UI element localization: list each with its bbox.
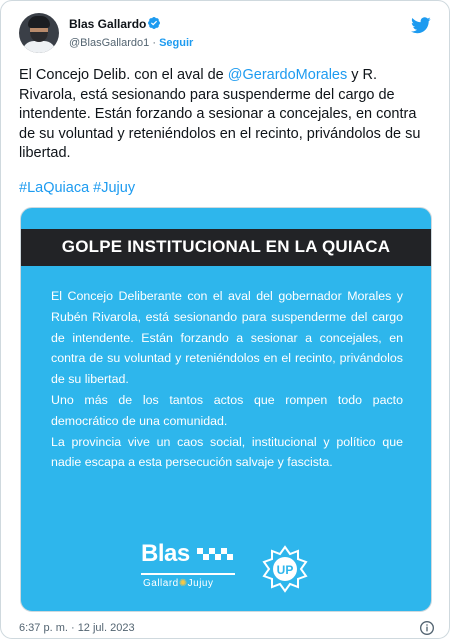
- sun-icon: ✺: [178, 578, 188, 589]
- handle-row: [69, 37, 193, 49]
- author-handle[interactable]: @BlasGallardo1: [69, 37, 150, 49]
- up-badge-icon: [260, 545, 310, 595]
- statement-paragraph: Uno más de los tantos actos que rompen todo pacto democrático de una comunidad.: [51, 392, 403, 428]
- image-banner: [21, 229, 431, 266]
- tweet-text-part: y R. Rivarola, está sesionando para suspenderme del cargo de intendente. Están forzando a sesionar a concejales, en contra de su voluntad y reteniéndolos en el recinto, privándolos de su libertad.: [19, 67, 421, 161]
- logo-subtitle: [143, 578, 214, 589]
- avatar[interactable]: [19, 13, 59, 53]
- author-name[interactable]: Blas Gallardo: [69, 17, 147, 31]
- logo-underline: [141, 573, 235, 575]
- mention-link[interactable]: @GerardoMorales: [227, 67, 348, 83]
- image-title: GOLPE INSTITUCIONAL EN LA QUIACA: [61, 237, 391, 256]
- image-statement: [51, 286, 403, 473]
- tweet-text: [19, 66, 429, 164]
- tweet-header: [19, 13, 435, 57]
- tweet-timestamp[interactable]: 6:37 p. m. · 12 jul. 2023: [19, 622, 135, 634]
- tweet-text-part: El Concejo Delib. con el aval de: [19, 67, 228, 83]
- follow-button[interactable]: Seguir: [159, 37, 194, 49]
- logo-sub-part: Jujuy: [187, 578, 214, 589]
- blas-logo: [141, 540, 237, 596]
- tweet-image[interactable]: [20, 207, 432, 612]
- logo-sub-part: Gallard: [143, 578, 179, 589]
- up-badge-text: UP: [276, 563, 294, 577]
- checker-flag-icon: [197, 548, 235, 562]
- hashtag-link[interactable]: #LaQuiaca: [19, 180, 90, 196]
- twitter-bird-icon[interactable]: [411, 15, 431, 35]
- hashtag-link[interactable]: #Jujuy: [93, 180, 136, 196]
- statement-paragraph: El Concejo Deliberante con el aval del gobernador Morales y Rubén Rivarola, está sesionando para suspenderme del cargo de intendente. Están forzando a sesionar a concejales, en contra de su voluntad y reteniéndolos en el recinto, privándolos de su libertad.: [51, 289, 403, 387]
- statement-paragraph: La provincia vive un caos social, institucional y político que nadie escapa a esta persecución salvaje y fascista.: [51, 434, 403, 470]
- logo-word: Blas: [141, 540, 190, 567]
- verified-badge-icon: [147, 16, 161, 30]
- separator-dot: ·: [152, 37, 156, 49]
- hashtags: [19, 180, 135, 196]
- info-icon[interactable]: [419, 620, 435, 636]
